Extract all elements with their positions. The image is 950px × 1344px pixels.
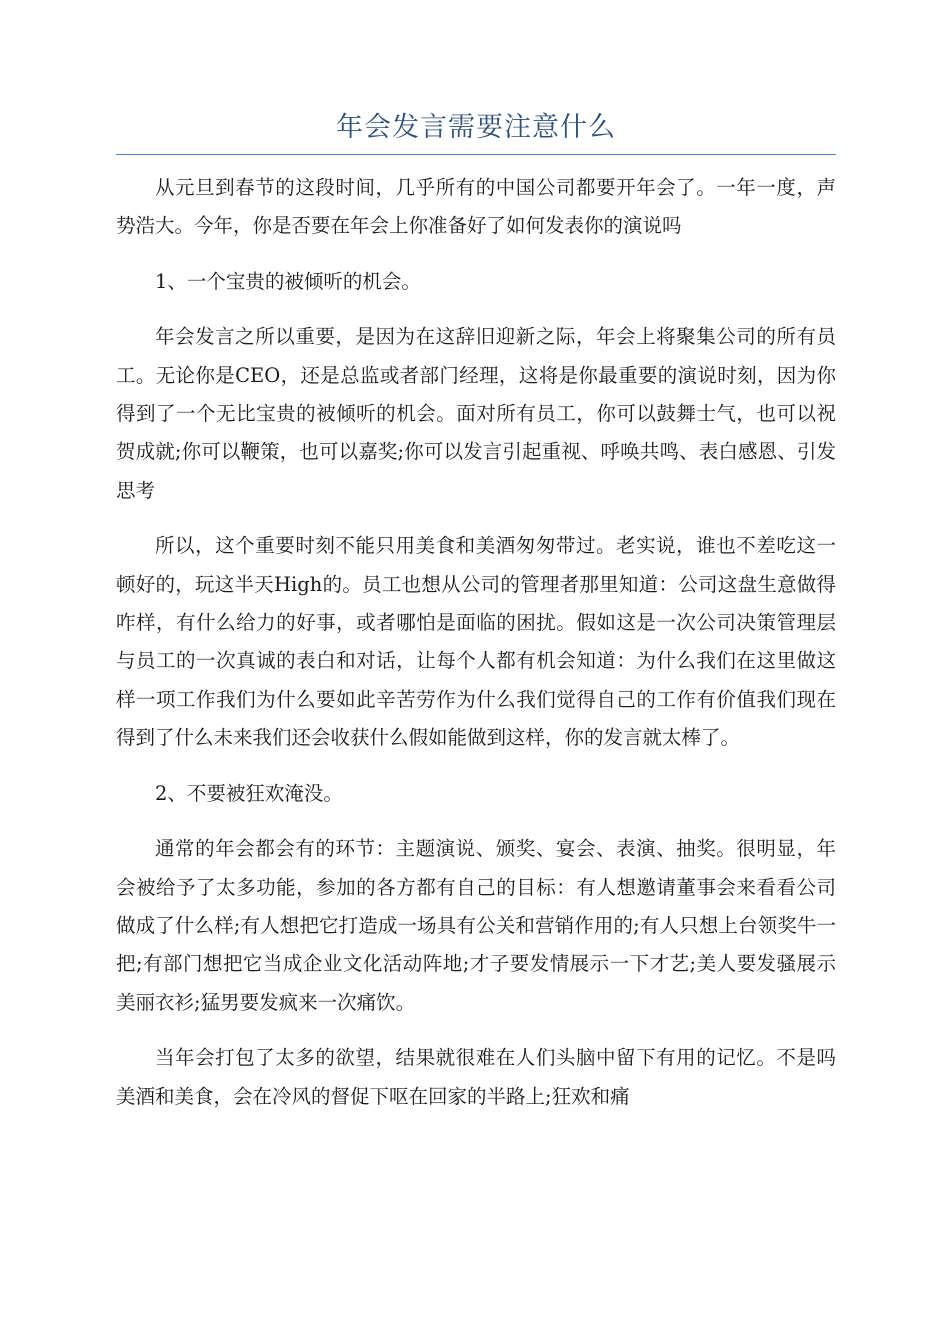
paragraph: 通常的年会都会有的环节：主题演说、颁奖、宴会、表演、抽奖。很明显，年会被给予了太多功能，参加的各方都有自己的目标：有人想邀请董事会来看看公司做成了什么样;有人想把它打造成一场具有公关和营销作用的;有人只想上台领奖牛一把;有部门想把它当成企业文化活动阵地;才子要发情展示一下才艺;美人要发骚展示美丽衣衫;猛男要发疯来一次痛饮。 (116, 837, 836, 1014)
paragraph: 年会发言之所以重要，是因为在这辞旧迎新之际，年会上将聚集公司的所有员工。无论你是CEO，还是总监或者部门经理，这将是你最重要的演说时刻，因为你得到了一个无比宝贵的被倾听的机会。面对所有员工，你可以鼓舞士气，也可以祝贺成就;你可以鞭策，也可以嘉奖;你可以发言引起重视、呼唤共鸣、表白感恩、引发思考 (116, 325, 836, 502)
document-title: 年会发言需要注意什么 (336, 112, 616, 143)
section-heading-1: 1、一个宝贵的被倾听的机会。 (155, 269, 421, 293)
title-underline (116, 154, 836, 155)
paragraph: 所以，这个重要时刻不能只用美食和美酒匆匆带过。老实说，谁也不差吃这一顿好的，玩这半天High的。员工也想从公司的管理者那里知道：公司这盘生意做得咋样，有什么给力的好事，或者哪怕是面临的困扰。假如这是一次公司决策管理层与员工的一次真诚的表白和对话，让每个人都有机会知道：为什么我们在这里做这样一项工作我们为什么要如此辛苦劳作为什么我们觉得自己的工作有价值我们现在得到了什么未来我们还会收获什么假如能做到这样，你的发言就太棒了。 (116, 534, 836, 750)
paragraph-intro: 从元旦到春节的这段时间，几乎所有的中国公司都要开年会了。一年一度，声势浩大。今年，你是否要在年会上你准备好了如何发表你的演说吗 (116, 176, 836, 238)
document-page (116, 108, 836, 1133)
section-heading-2: 2、不要被狂欢淹没。 (155, 781, 343, 805)
paragraph: 当年会打包了太多的欲望，结果就很难在人们头脑中留下有用的记忆。不是吗美酒和美食，会在冷风的督促下呕在回家的半路上;狂欢和痛 (116, 1046, 836, 1108)
